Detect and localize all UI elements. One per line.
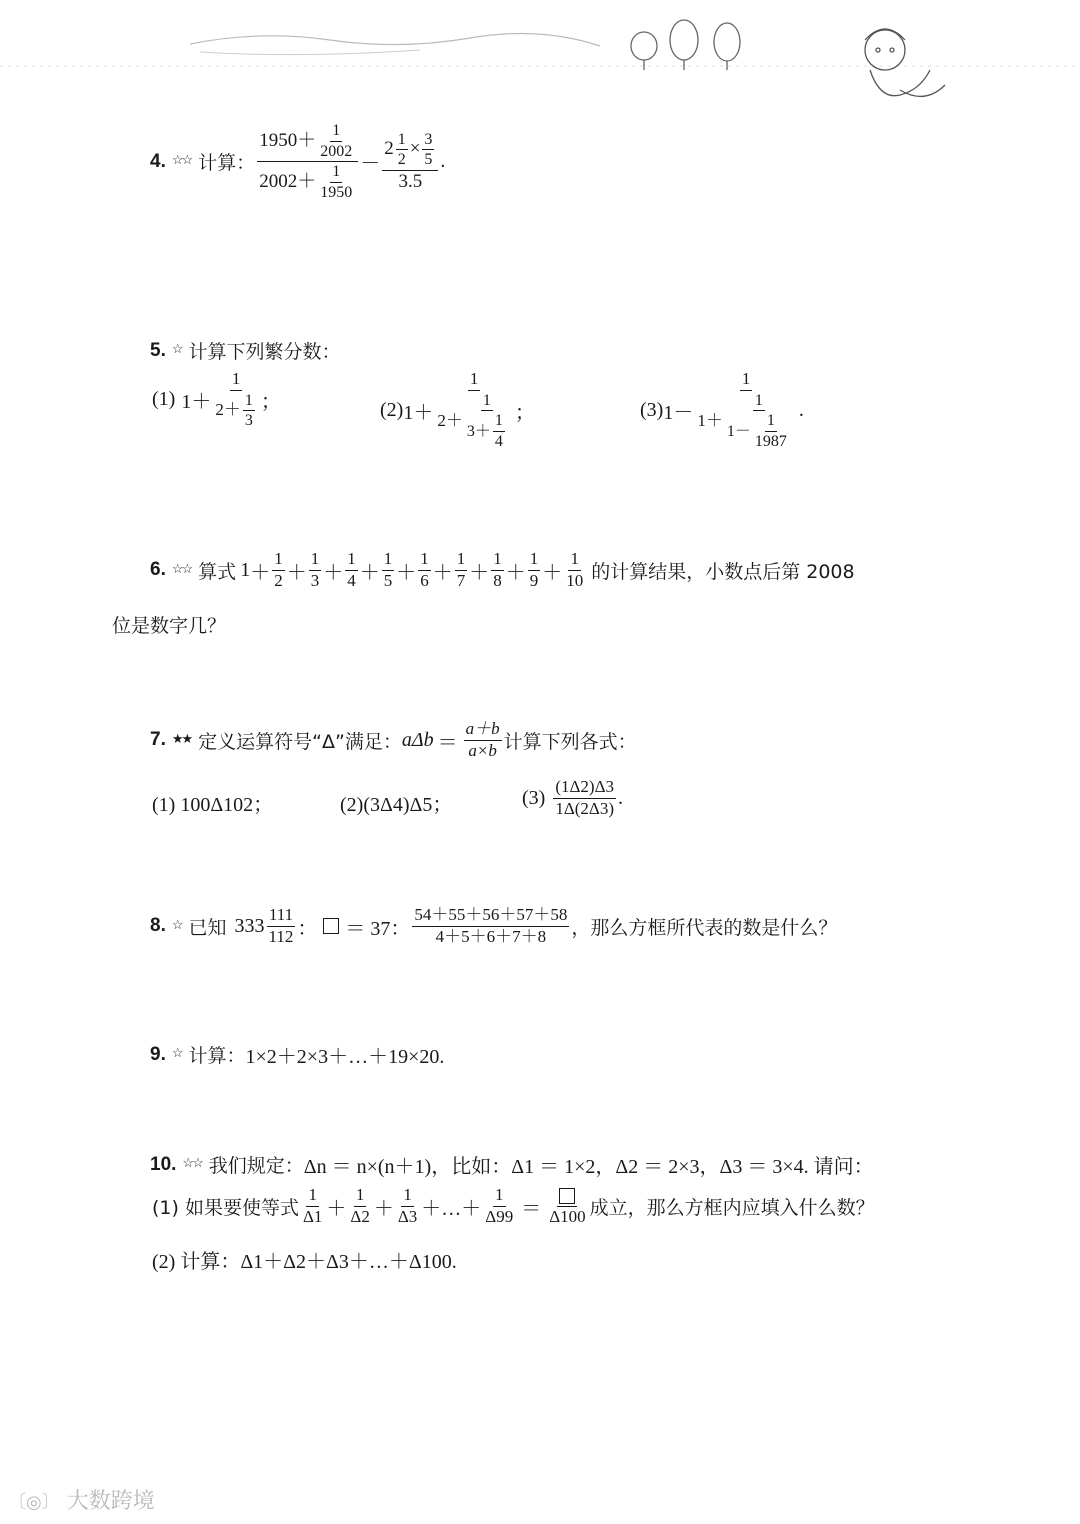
fraction-denominator: 3.5 (398, 170, 423, 192)
fraction (564, 550, 585, 590)
cartoon-character-icon (865, 29, 945, 96)
fraction-numerator: (1Δ2)Δ3 (553, 778, 616, 799)
problem-text: ，那么方框所代表的数是什么？ (571, 916, 838, 939)
expression-text: 1－ (663, 401, 694, 424)
denominator-text: 2002＋ (259, 170, 317, 192)
problem-7-part-3 (522, 778, 623, 818)
problem-number: 8. (150, 915, 166, 937)
fraction-denominator: Δ1 (302, 1206, 323, 1226)
fraction-denominator: 8 (493, 570, 502, 590)
expression-text: 1×2＋2×3＋…＋19×20. (245, 1046, 445, 1068)
fraction (345, 550, 358, 590)
fraction-numerator: 1 (382, 550, 395, 571)
fraction-denominator: 9 (529, 570, 539, 590)
problem-10 (150, 1150, 874, 1179)
problem-9 (150, 1040, 444, 1069)
fraction-numerator: 1 (345, 550, 358, 571)
part-tag: (3) (522, 786, 546, 809)
fraction-denominator: Δ99 (485, 1206, 514, 1226)
fraction-numerator: 1 (740, 370, 753, 391)
fraction-denominator: 7 (456, 570, 466, 590)
difficulty-stars: ☆ (171, 342, 182, 357)
fraction-numerator: 1 (528, 550, 541, 571)
fraction-numerator: a＋b (464, 720, 502, 741)
fraction-numerator: 1 (272, 550, 285, 571)
problem-5-part-2 (380, 370, 535, 450)
fraction-numerator: 1 (330, 122, 342, 142)
times-sign: × (409, 138, 421, 160)
problem-label: 已知 (188, 916, 227, 939)
fraction-denominator: a×b (468, 740, 497, 760)
fraction-numerator: 1 (491, 550, 504, 571)
fraction-denominator: 2 (274, 570, 283, 590)
expression-text: ＝ 37： (345, 917, 411, 940)
expression-text: 1 (240, 558, 251, 581)
fraction-numerator: 1 (401, 1186, 414, 1207)
expression-text: 3＋ (466, 422, 491, 440)
fraction-numerator: 3 (422, 131, 434, 151)
fraction-denominator: 3 (310, 570, 320, 590)
definition-text: Δn ＝ n×(n＋1)，比如：Δ1 ＝ 1×2，Δ2 ＝ 2×3，Δ3 ＝ 3×4. 请问： (303, 1156, 874, 1178)
problem-label: 计算： (198, 152, 256, 175)
plus-sign: ＋ (359, 561, 380, 584)
problem-label: 计算： (188, 1045, 246, 1067)
fraction-denominator: 5 (424, 151, 433, 169)
part-tag: (3) (640, 398, 664, 421)
minus-sign: － (360, 153, 381, 176)
problem-text: 的计算结果，小数点后第 2008 (591, 560, 855, 583)
fraction-denominator: 5 (383, 570, 393, 590)
problem-4 (150, 122, 445, 201)
difficulty-stars: ★★ (171, 731, 192, 747)
whole-number: 333 (234, 914, 265, 937)
fraction-numerator: 1 (309, 550, 322, 571)
punctuation: . (798, 398, 804, 421)
fraction-denominator: 10 (566, 570, 584, 590)
blank-box-icon (323, 918, 339, 934)
fraction (272, 550, 285, 590)
fraction-numerator: 1 (306, 1186, 319, 1207)
fraction-denominator: 1987 (754, 432, 787, 450)
fraction-denominator: 112 (268, 926, 294, 946)
problem-5-part-3 (640, 370, 804, 450)
problem-7 (150, 720, 637, 760)
fraction (528, 550, 541, 590)
fraction-numerator: 54＋55＋56＋57＋58 (412, 906, 569, 927)
problem-10-part-1: (1) 如果要使等式 $\frac{1}{\Delta 1}$ ＋ $\frac{1}{\Delta 2}$ ＋ $\frac{1}{\Delta 3}$ ＋…＋ $\frac{1}{\Delta 99}$ ＝ Δ100 成立，那么方框内应填入什么数？ (152, 1185, 875, 1226)
problem-label: 我们规定： (208, 1155, 304, 1177)
problem-label: 定义运算符号“Δ”满足： (198, 730, 402, 753)
problem-text: 计算下列各式： (503, 730, 637, 753)
punctuation: ； (514, 401, 535, 424)
expression-text: 2＋ (437, 410, 463, 430)
plus-sign: ＋ (286, 561, 307, 584)
fraction-numerator: 1 (493, 1186, 506, 1207)
fraction-numerator: 1 (468, 370, 481, 391)
plus-sign: ＋ (432, 561, 453, 584)
problem-label: 算式 (198, 560, 237, 583)
fraction-denominator: Δ100 (549, 1206, 586, 1226)
problem-8 (150, 906, 837, 946)
fraction-denominator: 4 (347, 570, 356, 590)
difficulty-stars: ☆☆ (182, 1156, 202, 1171)
fraction-denominator: 4＋5＋6＋7＋8 (435, 926, 547, 946)
part-tag: (2) (380, 398, 404, 421)
part-text: (1) 如果要使等式 (152, 1196, 299, 1219)
fraction-series (250, 550, 587, 590)
fraction-numerator: 1 (243, 392, 255, 412)
problem-7-part-1: (1) 100Δ102； (152, 794, 274, 816)
problem-10-part-2: (2) 计算：Δ1＋Δ2＋Δ3＋…＋Δ100. (152, 1251, 457, 1273)
fraction-denominator: 3 (244, 412, 253, 430)
fraction-denominator: 4 (494, 432, 503, 450)
difficulty-stars: ☆ (171, 1046, 182, 1061)
fraction-numerator: 1 (568, 550, 581, 571)
fraction-numerator: 1 (418, 550, 431, 571)
expression-text: 1－ (726, 422, 751, 440)
fraction-denominator: 1Δ(2Δ3) (555, 798, 615, 818)
expression-text: 1＋ (403, 401, 434, 424)
plus-sign: ＋ (250, 561, 271, 584)
difficulty-stars: ☆☆ (171, 153, 192, 169)
problem-number: 6. (150, 559, 166, 581)
fraction-denominator: 6 (420, 570, 429, 590)
punctuation: ； (260, 391, 281, 414)
fraction-numerator: 1 (753, 392, 765, 412)
plus-sign: ＋ (323, 561, 344, 584)
period: . (440, 150, 446, 173)
fraction-numerator: 1 (481, 392, 493, 412)
expression-text: ＋…＋ (421, 1197, 482, 1220)
equals-sign: ＝ (437, 731, 458, 754)
plus-sign: ＋ (505, 561, 526, 584)
problem-6-line-2: 位是数字几？ (112, 615, 227, 637)
part-text: 成立，那么方框内应填入什么数？ (589, 1196, 875, 1219)
whole-number: 2 (384, 138, 394, 160)
fraction-denominator: 1950 (320, 183, 353, 201)
fraction-numerator: 1 (455, 550, 468, 571)
difficulty-stars: ☆ (171, 917, 182, 933)
problem-number: 10. (150, 1153, 177, 1175)
problem-number: 9. (150, 1043, 166, 1065)
problem-number: 4. (150, 150, 166, 172)
watermark (8, 1484, 155, 1515)
blank-box-icon (559, 1188, 575, 1204)
period: . (618, 786, 624, 809)
plus-sign: ＋ (396, 561, 417, 584)
expression-text: aΔb (401, 728, 434, 751)
expression-text: 2＋ (215, 400, 241, 420)
fraction-numerator: 1 (493, 412, 505, 432)
tree-icon (631, 20, 740, 70)
fraction-numerator: 1 (765, 412, 777, 432)
problem-7-part-2: (2)(3Δ4)Δ5； (340, 794, 453, 816)
problem-5-header (150, 337, 341, 364)
fraction-numerator: 1 (330, 163, 342, 183)
watermark-text: 大数跨境 (66, 1489, 155, 1514)
fraction-numerator: 1 (396, 131, 408, 151)
fraction-numerator: 1 (230, 370, 243, 391)
difficulty-stars: ☆☆ (171, 561, 192, 577)
numerator-text: 1950＋ (259, 129, 317, 151)
fraction-denominator: 2002 (320, 142, 353, 160)
watermark-logo-icon: 〔◎〕 (8, 1492, 60, 1513)
fraction-numerator: 111 (267, 906, 295, 927)
problem-label: 计算下列繁分数： (188, 341, 341, 363)
part-tag: (1) (152, 388, 176, 411)
fraction (418, 550, 431, 590)
fraction-denominator: Δ2 (350, 1206, 370, 1226)
plus-sign: ＋ (542, 561, 563, 584)
header-illustration (0, 0, 1080, 130)
problem-6 (150, 550, 855, 590)
fraction-denominator: Δ3 (397, 1206, 418, 1226)
fraction (491, 550, 504, 590)
plus-sign: ＋ (469, 561, 490, 584)
expression-text: 1＋ (181, 391, 212, 414)
problem-5-part-1 (152, 370, 281, 430)
ratio-sign: ： (297, 917, 318, 940)
fraction-denominator: 2 (397, 151, 406, 169)
fraction (455, 550, 468, 590)
fraction-numerator: 1 (354, 1186, 367, 1207)
expression-text: 1＋ (697, 410, 723, 430)
fraction (309, 550, 322, 590)
problem-number: 7. (150, 729, 166, 751)
problem-number: 5. (150, 339, 166, 361)
fraction (382, 550, 395, 590)
equals-sign: ＝ (521, 1197, 542, 1220)
